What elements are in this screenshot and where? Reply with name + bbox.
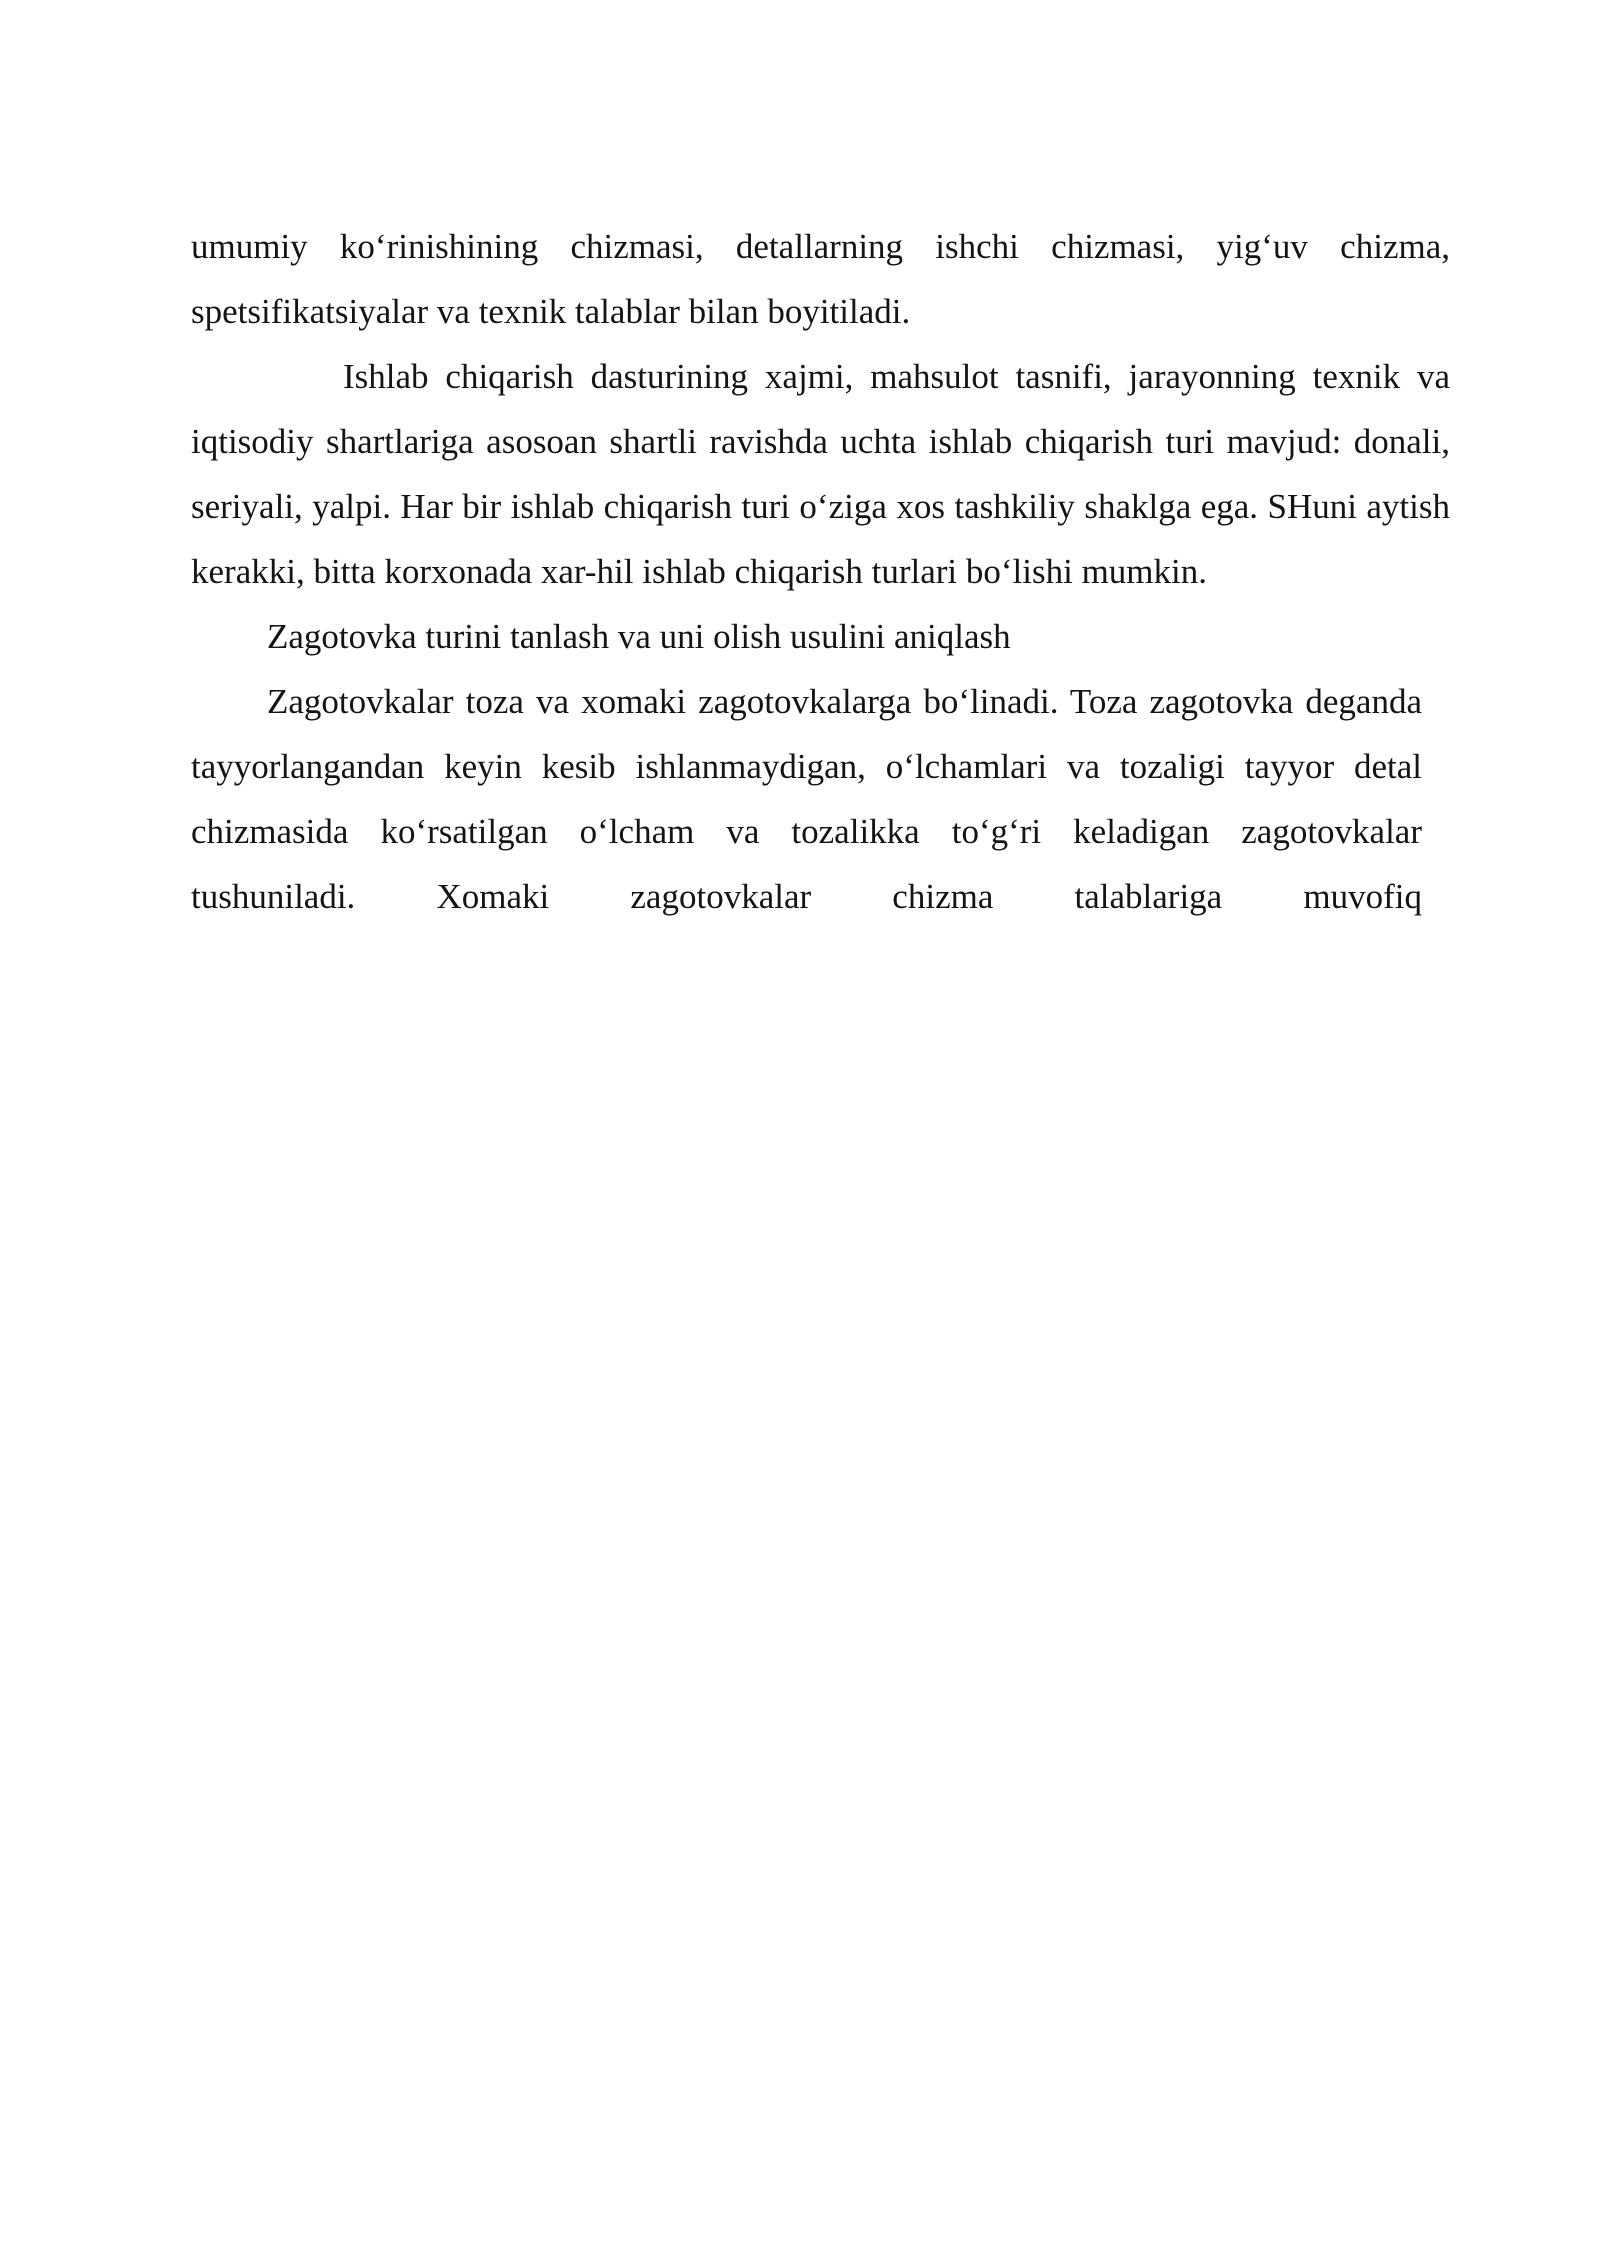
paragraph-production-types: Ishlab chiqarish dasturining xajmi, mahsulot tasnifi, jarayonning texnik va iqtisodiy shartlariga asosoan shartli ravishda uchta ishlab chiqarish turi mavjud: donali, seriyali, yalpi. Har bir ishlab chiqarish turi o‘ziga xos tashkiliy shaklga ega. SHuni aytish kerakki, bitta korxonada xar-hil ishlab chiqarish turlari bo‘lishi mumkin. xyxy=(191,357,1450,591)
paragraph-drawings: umumiy ko‘rinishining chizmasi, detallarning ishchi chizmasi, yig‘uv chizma, spetsifikatsiyalar va texnik talablar bilan boyitiladi. xyxy=(191,227,1450,331)
document-body xyxy=(191,214,1450,929)
section-heading: Zagotovka turini tanlash va uni olish usulini aniqlash xyxy=(267,617,1011,656)
paragraph-blanks: Zagotovkalar toza va xomaki zagotovkalarga bo‘linadi. Toza zagotovka deganda tayyorlangandan keyin kesib ishlanmaydigan, o‘lchamlari va tozaligi tayyor detal chizmasida ko‘rsatilgan o‘lcham va tozalikka to‘g‘ri keladigan zagotovkalar tushuniladi. Xomaki zagotovkalar chizma talablariga muvofiq xyxy=(191,682,1422,916)
